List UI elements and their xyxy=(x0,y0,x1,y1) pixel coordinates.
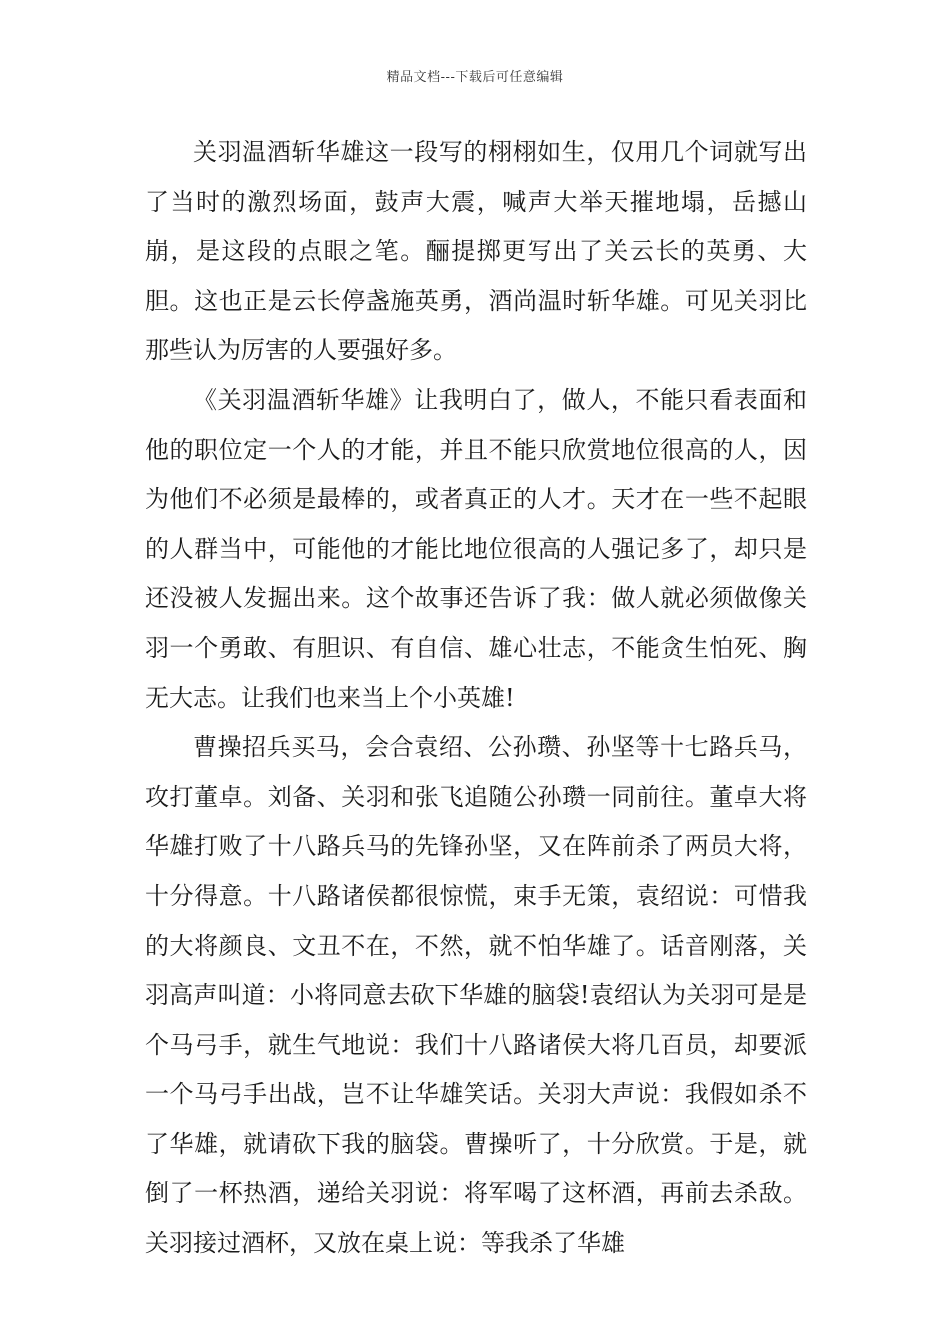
page-header: 精品文档---下载后可任意编辑 xyxy=(386,70,564,85)
paragraph-2: 《关羽温酒斩华雄》让我明白了，做人，不能只看表面和他的职位定一个人的才能，并且不能只欣赏地位很高的人，因为他们不必须是最棒的，或者真正的人才。天才在一些不起眼的人群当中，可能他的才能比地位很高的人强记多了，却只是还没被人发掘出来。这个故事还告诉了我：做人就必须做像关羽一个勇敢、有胆识、有自信、雄心壮志，不能贪生怕死、胸无大志。让我们也来当上个小英雄! xyxy=(145,385,807,712)
document-body xyxy=(145,128,807,1269)
paragraph-3: 曹操招兵买马，会合袁绍、公孙瓒、孙坚等十七路兵马，攻打董卓。刘备、关羽和张飞追随公孙瓒一同前往。董卓大将华雄打败了十八路兵马的先锋孙坚，又在阵前杀了两员大将，十分得意。十八路诸侯都很惊慌，束手无策，袁绍说：可惜我的大将颜良、文丑不在，不然，就不怕华雄了。话音刚落，关羽高声叫道：小将同意去砍下华雄的脑袋!袁绍认为关羽可是是个马弓手，就生气地说：我们十八路诸侯大将几百员，却要派一个马弓手出战，岂不让华雄笑话。关羽大声说：我假如杀不了华雄，就请砍下我的脑袋。曹操听了，十分欣赏。于是，就倒了一杯热酒，递给关羽说：将军喝了这杯酒，再前去杀敌。关羽接过酒杯，又放在桌上说：等我杀了华雄 xyxy=(145,733,807,1258)
paragraph-1: 关羽温酒斩华雄这一段写的栩栩如生，仅用几个词就写出了当时的激烈场面，鼓声大震，喊声大举天摧地塌，岳撼山崩，是这段的点眼之笔。酾提掷更写出了关云长的英勇、大胆。这也正是云长停盏施英勇，酒尚温时斩华雄。可见关羽比那些认为厉害的人要强好多。 xyxy=(145,138,807,365)
